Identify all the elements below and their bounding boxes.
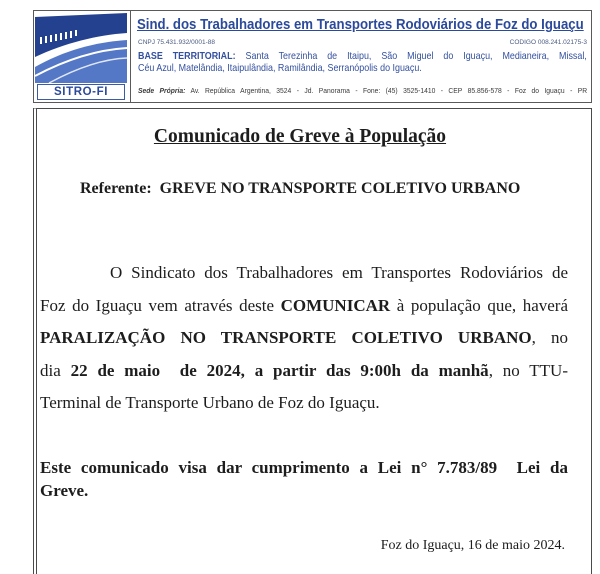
cnpj-number: CNPJ 75.431.932/0001-88	[138, 39, 215, 46]
logo-lane-dash	[50, 35, 52, 42]
logo-label: SITRO-FI	[37, 84, 125, 100]
road-logo-icon	[35, 13, 127, 83]
paragraph-text: dia	[40, 360, 71, 380]
territorial-base-line-2	[138, 62, 587, 74]
subject-label: Referente:	[80, 180, 152, 197]
subject-value: GREVE NO TRANSPORTE COLETIVO URBANO	[159, 180, 521, 197]
territorial-base-cities: Céu Azul, Matelândia, Itaipulândia, Ramilândia, Serranópolis do Iguaçu.	[138, 62, 422, 74]
document-title: Comunicado de Greve à População	[153, 126, 447, 147]
territorial-base-cities: Santa Terezinha de Itaipu, São Miguel do Iguaçu, Medianeira, Missal,	[245, 50, 587, 62]
headquarters-line	[138, 86, 587, 95]
paragraph-emphasis: 22 de maio de 2024, a partir das 9:00h da manhã	[70, 360, 489, 380]
union-code: CODIGO 008.241.02175-3	[509, 39, 587, 46]
paragraph-text: , no	[531, 328, 568, 347]
logo-lane-dash	[45, 36, 47, 43]
territorial-base-line-1	[138, 50, 587, 62]
place-and-date: Foz do Iguaçu, 16 de maio 2024.	[380, 538, 565, 553]
legal-basis-text: Greve.	[40, 480, 89, 500]
paragraph-text: Foz do Iguaçu vem através deste	[40, 295, 281, 315]
logo-lane-dash	[40, 37, 42, 44]
territorial-base-label: BASE TERRITORIAL:	[138, 50, 236, 62]
subject-line	[80, 179, 520, 199]
paragraph-line	[40, 290, 568, 323]
legal-basis-text: Este comunicado visa dar cumprimento a Lei n° 7.783/89 Lei da	[40, 457, 568, 477]
headquarters-label: Sede Própria:	[138, 86, 186, 95]
legal-basis-line	[40, 456, 568, 479]
logo-lane-dash	[60, 33, 62, 40]
union-name: Sind. dos Trabalhadores em Transportes Rodoviários de Foz do Iguaçu	[137, 16, 584, 33]
paragraph-line	[40, 387, 568, 420]
paragraph-line	[40, 355, 568, 388]
union-logo	[33, 10, 131, 103]
logo-lane-dash	[55, 34, 57, 41]
paragraph-text: , no TTU-	[488, 360, 568, 380]
legal-basis-note	[40, 456, 568, 502]
logo-lane-dash	[65, 32, 67, 39]
headquarters-address: Av. República Argentina, 3524 - Jd. Panorama - Fone: (45) 3525-1410 - CEP 85.856-578 - Foz do Iguaçu - PR	[190, 86, 588, 95]
logo-lane-dash	[70, 31, 72, 38]
paragraph-text: à população que, haverá	[390, 295, 568, 315]
paragraph-emphasis: PARALIZAÇÃO NO TRANSPORTE COLETIVO URBANO	[40, 328, 532, 347]
paragraph-emphasis: COMUNICAR	[280, 295, 391, 315]
announcement-paragraph	[40, 257, 568, 420]
legal-basis-line	[40, 479, 568, 502]
logo-lane-dash	[75, 30, 77, 36]
paragraph-line	[40, 322, 568, 355]
paragraph-text: Terminal de Transporte Urbano de Foz do Iguaçu.	[40, 393, 380, 412]
paragraph-text: O Sindicato dos Trabalhadores em Transportes Rodoviários de	[110, 263, 568, 282]
paragraph-line	[40, 257, 568, 290]
